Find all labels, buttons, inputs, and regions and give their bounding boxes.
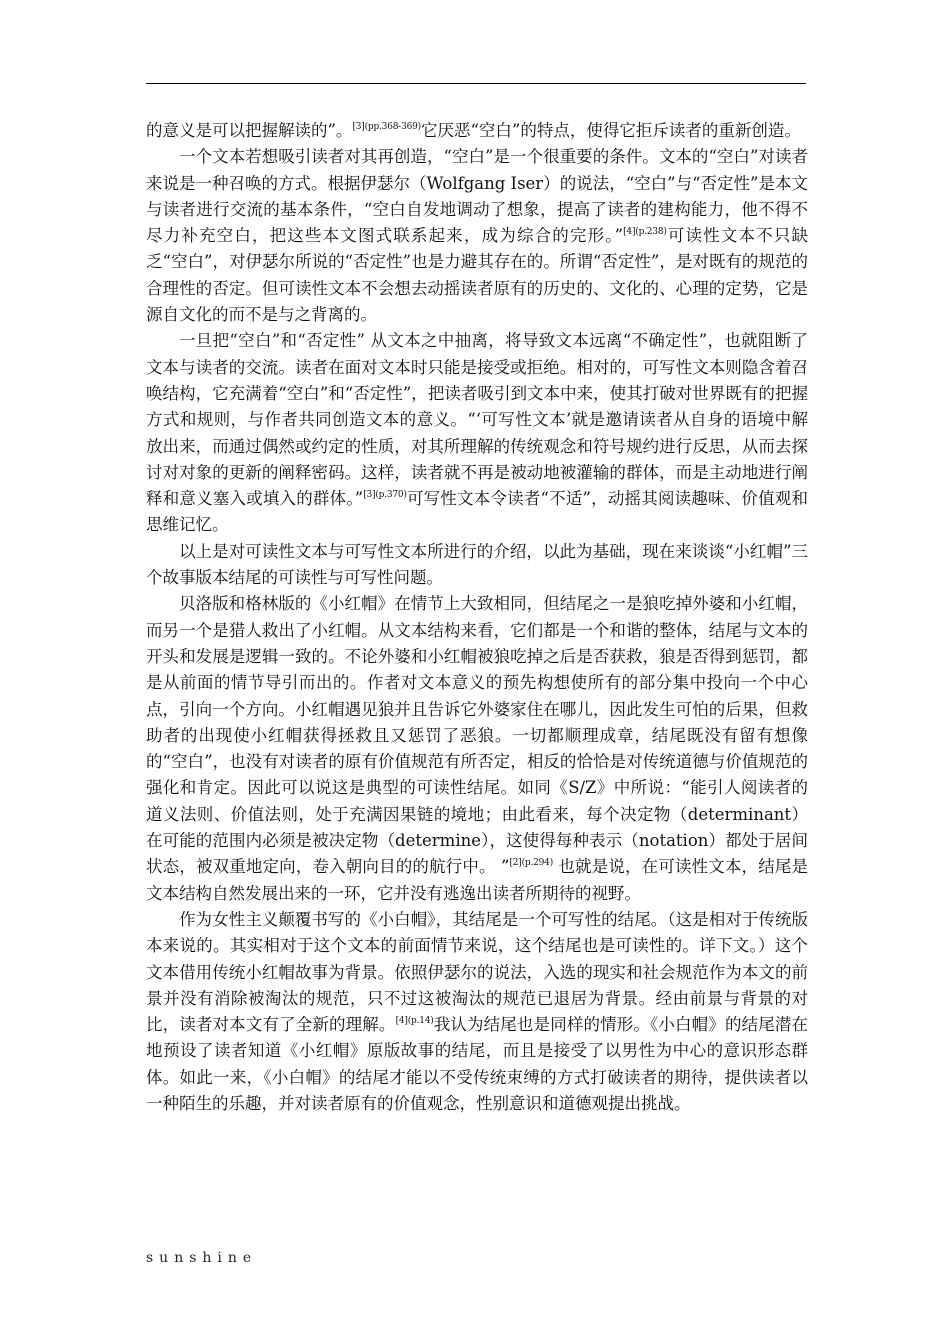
text-run: 以上是对可读性文本与可写性文本所进行的介绍，以此为基础，现在来谈谈“小红帽”三个故事版本结尾的可读性与可写性问题。	[146, 541, 808, 588]
citation-ref: [3](p.370)	[363, 490, 407, 501]
text-run: 的意义是可以把握解读的”。	[146, 121, 353, 140]
text-run: 可读性文本不只缺乏“空白”，对伊瑟尔所说的“否定性”也是力避其存在的。所谓“否定性”，是对既有的规范的合理性的否定。但可读性文本不会想去动摇读者原有的历史的、文化的、心理的定势，它是源自文化的而不是与之背离的。	[146, 226, 808, 325]
text-run: 作为女性主义颠覆书写的《小白帽》，其结尾是一个可写性的结尾。（这是相对于传统版本来说的。其实相对于这个文本的前面情节来说，这个结尾也是可读性的。详下文。）这个文本借用传统小红帽故事为背景。依照伊瑟尔的说法，入选的现实和社会规范作为本文的前景并没有消除被淘汰的规范，只不过这被淘汰的规范已退居为背景。经由前景与背景的对比，读者对本文有了全新的理解。	[146, 909, 808, 1035]
body-text	[146, 118, 808, 1117]
paragraph-5	[146, 907, 808, 1117]
footer-text: sunshine	[146, 1250, 258, 1266]
text-run: 我认为结尾也是同样的情形。《小白帽》的结尾潜在地预设了读者知道《小红帽》原版故事的结尾，而且是接受了以男性为中心的意识形态群体。如此一来，《小白帽》的结尾才能以不受传统束缚的方式打破读者的期待，提供读者以一种陌生的乐趣，并对读者原有的价值观念，性别意识和道德观提出挑战。	[146, 1015, 809, 1113]
text-run: 也就是说，在可读性文本，结尾是文本结构自然发展出来的一环，它并没有逃逸出读者所期待的视野。	[146, 857, 808, 903]
citation-ref: [4](p.238)	[623, 227, 667, 238]
text-run: 它厌恶“空白”的特点，使得它拒斥读者的重新创造。	[421, 121, 801, 140]
text-run: 一旦把“空白”和“否定性” 从文本之中抽离，将导致文本远离“不确定性”，也就阻断了文本与读者的交流。读者在面对文本时只能是接受或拒绝。相对的，可写性文本则隐含着召唤结构，它充满着“空白”和“否定性”，把读者吸引到文本中来，使其打破对世界既有的把握方式和规则，与作者共同创造文本的意义。“‘可写性文本’就是邀请读者从自身的语境中解放出来，而通过偶然或约定的性质，对其所理解的传统观念和符号规约进行反思，从而去探讨对对象的更新的阐释密码。这样，读者就不再是被动地被灌输的群体，而是主动地进行阐释和意义塞入或填入的群体。”	[146, 331, 808, 509]
citation-ref: [3](pp.368-369)	[352, 122, 421, 132]
header-rule	[146, 83, 806, 84]
paragraph-4	[146, 591, 808, 907]
paragraph-0	[146, 118, 808, 144]
paragraph-2	[146, 328, 808, 538]
text-run: 可写性文本令读者“不适”，动摇其阅读趣味、价值观和思维记忆。	[146, 489, 808, 535]
paragraph-1	[146, 144, 808, 328]
citation-ref: [2](p.294)	[509, 858, 554, 869]
text-run: 贝洛版和格林版的《小红帽》在情节上大致相同，但结尾之一是狼吃掉外婆和小红帽，而另一个是猎人救出了小红帽。从文本结构来看，它们都是一个和谐的整体，结尾与文本的开头和发展是逻辑一致的。不论外婆和小红帽被狼吃掉之后是否获救，狼是否得到惩罚，都是从前面的情节导引而出的。作者对文本意义的预先构想使所有的部分集中投向一个中心点，引向一个方向。小红帽遇见狼并且告诉它外婆家住在哪儿，因此发生可怕的后果，但救助者的出现使小红帽获得拯救且又惩罚了恶狼。一切都顺理成章，结尾既没有留有想像的“空白”，也没有对读者的原有价值规范有所否定，相反的恰恰是对传统道德与价值规范的强化和肯定。因此可以说这是典型的可读性结尾。如同《S/Z》中所说：“能引人阅读者的道义法则、价值法则，处于充满因果链的境地；由此看来，每个决定物（determinant）在可能的范围内必须是被决定物（determine），这使得每种表示（notation）都处于居间状态，被双重地定向，卷入朝向目的的航行中。 ”	[146, 594, 808, 877]
paragraph-3	[146, 539, 808, 592]
text-run: 一个文本若想吸引读者对其再创造，“空白”是一个很重要的条件。文本的“空白”对读者来说是一种召唤的方式。根据伊瑟尔（Wolfgang Iser）的说法，“空白”与“否定性”是本文与读者进行交流的基本条件，“空白自发地调动了想象，提高了读者的建构能力，他不得不尽力补充空白，把这些本文图式联系起来，成为综合的完形。”	[146, 147, 808, 246]
citation-ref: [4](p.14)	[395, 1016, 434, 1027]
